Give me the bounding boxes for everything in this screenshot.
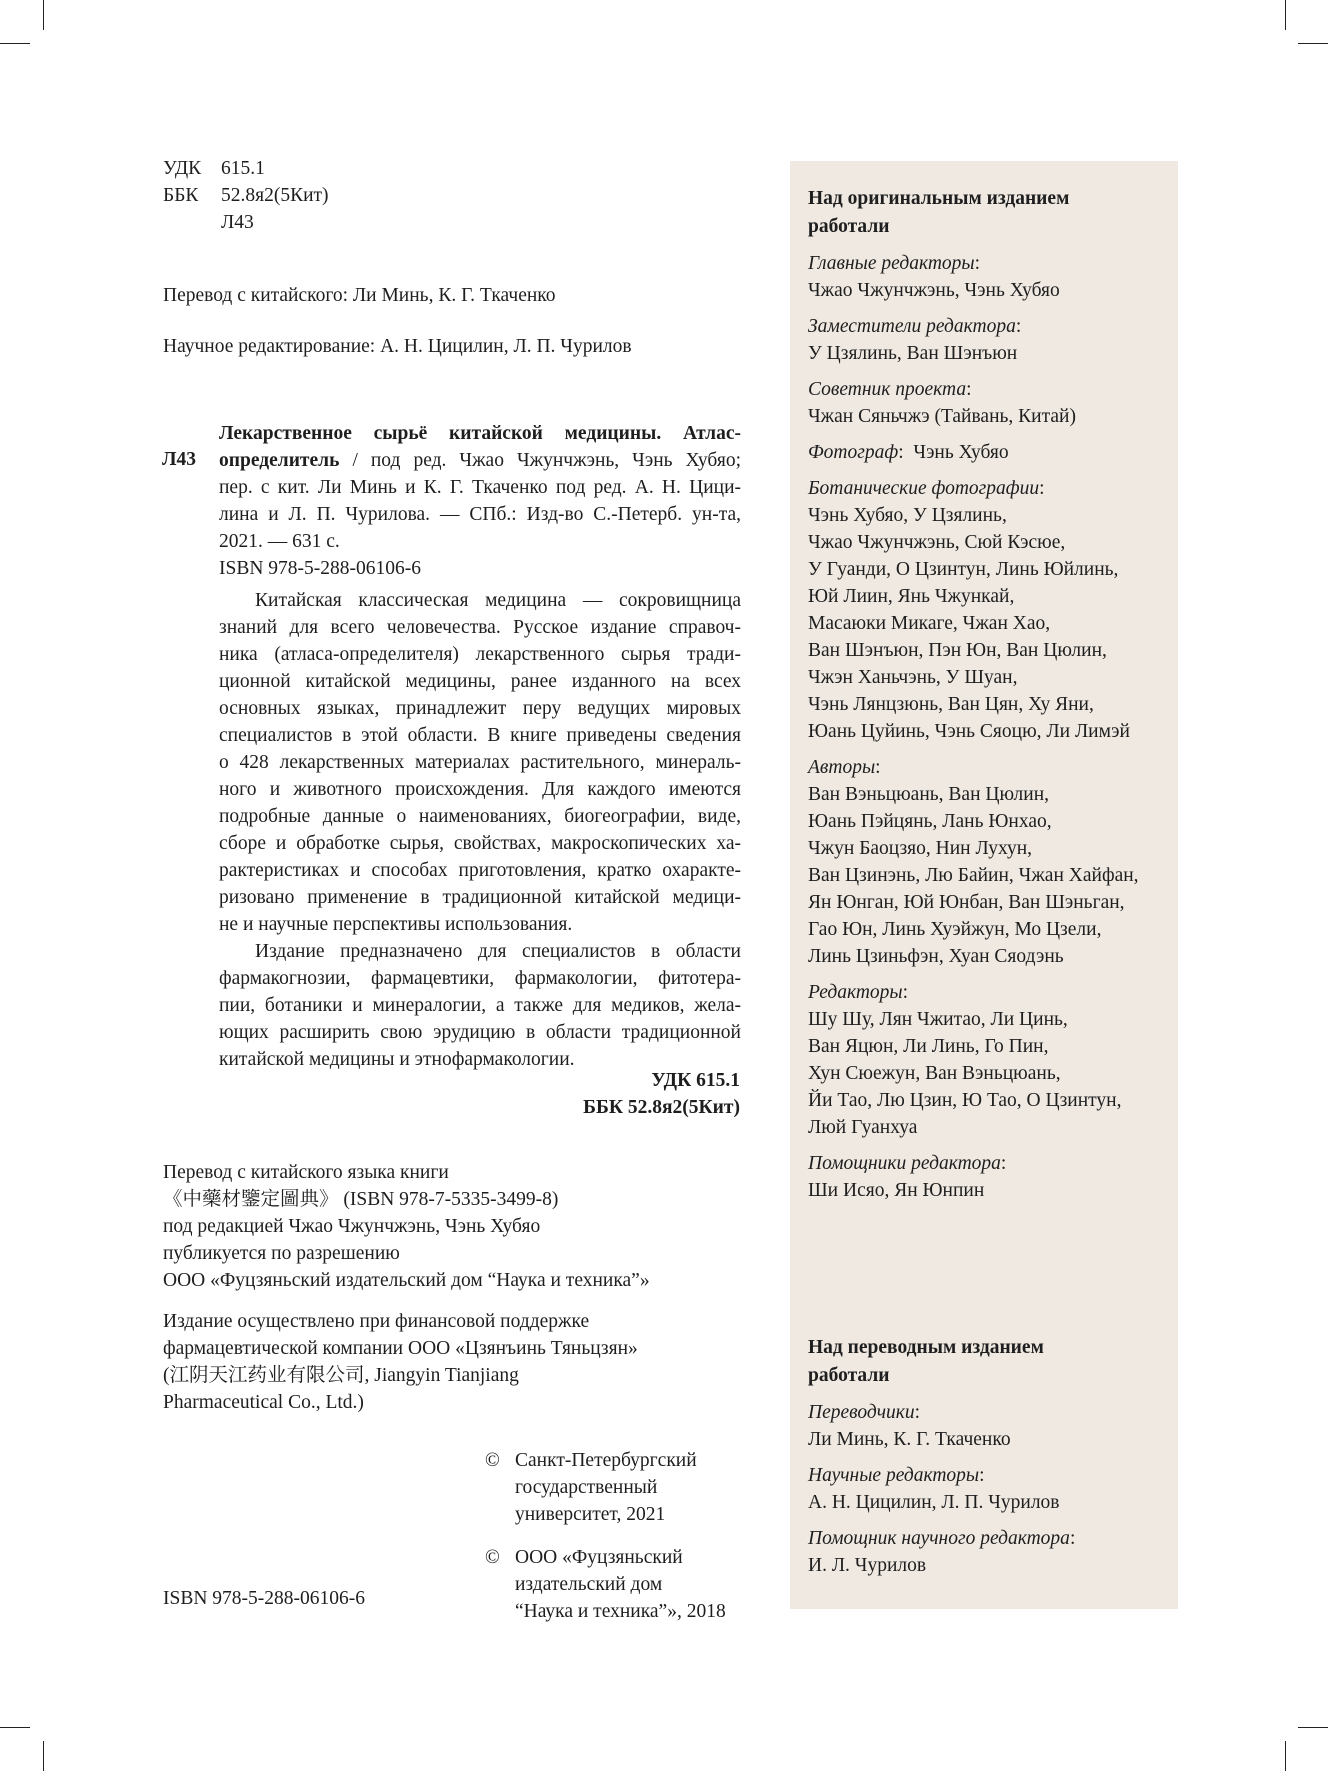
abstract-line: ющих расширить свою эрудицию в области традиционной	[219, 1022, 741, 1043]
scientific-editing-line: Научное редактирование: А. Н. Цицилин, Л. П. Чурилов	[163, 336, 632, 357]
crop-mark	[43, 0, 44, 30]
entry-author-mark: Л43	[162, 449, 197, 470]
funding-line: (江阴天江药业有限公司, Jiangyin Tianjiang	[163, 1365, 519, 1386]
credit-group-deputy-editors: Заместители редактора: У Цзялинь, Ван Шэнъюн	[808, 316, 1022, 364]
abstract-line: сборе и обработке сырья, свойствах, макроскопических ха-	[219, 833, 741, 854]
abstract-line: не и научные перспективы использования.	[219, 914, 573, 935]
translation-credit-line: Перевод с китайского: Ли Минь, К. Г. Ткаченко	[163, 285, 556, 306]
credit-group-authors: Авторы: Ван Вэньцюань, Ван Цюлин, Юань Пэйцянь, Лань Юнхао, Чжун Баоцзяо, Нин Лухун, Ван Цзинэнь, Лю Байин, Чжан Хайфан, Ян Юнган, Юй Юнбан, Ван Шэньган, Гао Юн, Линь Хуэйжун, Мо Цзели, Линь Цзиньфэн, Хуан Сяодэнь	[808, 757, 1139, 967]
credit-group-editors: Редакторы: Шу Шу, Лян Чжитао, Ли Цинь, Ван Яцюн, Ли Линь, Го Пин, Хун Сюежун, Ван Вэньцюань, Йи Тао, Лю Цзин, Ю Тао, О Цзинтун, Люй Гуанхуа	[808, 982, 1122, 1138]
translation-edition-credits	[808, 1334, 1168, 1588]
abstract-line: подробные данные о наименованиях, биогеографии, виде,	[219, 806, 741, 827]
abstract-line: рактеристиках и способах приготовления, кратко охаракте-	[219, 860, 741, 881]
original-edition-line: 《中藥材鑒定圖典》 (ISBN 978-7-5335-3499-8)	[163, 1189, 559, 1210]
crop-mark	[0, 1727, 30, 1728]
abstract-line: пии, ботаники и минералогии, а также для медиков, жела-	[219, 995, 741, 1016]
abstract-line: ционной китайской медицины, ранее изданного на всех	[219, 671, 741, 692]
udk-code: УДК 615.1	[163, 158, 265, 179]
credit-group-editor-assistants: Помощники редактора: Ши Исяо, Ян Юнпин	[808, 1153, 1007, 1201]
udk-footer: УДК 615.1	[651, 1070, 740, 1091]
crop-mark	[1285, 1741, 1286, 1771]
copyright-symbol: ©	[485, 1547, 500, 1568]
crop-mark	[0, 43, 30, 44]
abstract	[219, 587, 741, 1073]
book-title-line-2: определитель / под ред. Чжао Чжунчжэнь, Чэнь Хубяо;	[219, 450, 741, 471]
abstract-line: основных языках, принадлежит перу ведущих мировых	[219, 698, 741, 719]
abstract-line: специалистов в этой области. В книге приведены сведения	[219, 725, 741, 746]
abstract-line: Издание предназначено для специалистов в области	[255, 941, 741, 962]
abstract-line: ризовано применение в традиционной китайской медици-	[219, 887, 741, 908]
abstract-line: фармакогнозии, фармацевтики, фармакологии, фитотера-	[219, 968, 741, 989]
book-title-line: Лекарственное сырьё китайской медицины. Атлас-	[219, 423, 741, 444]
funding-note	[163, 1308, 638, 1416]
credits-panel	[790, 161, 1178, 1609]
credit-group-photographer: Фотограф: Чэнь Хубяо	[808, 442, 1009, 463]
abstract-line: Китайская классическая медицина — сокровищница	[255, 590, 741, 611]
section-title: Над оригинальным изданием работали	[808, 188, 1070, 237]
isbn-line: ISBN 978-5-288-06106-6	[219, 558, 422, 579]
classification-footer	[583, 1067, 740, 1121]
copyright-block	[485, 1447, 726, 1641]
copyright-spbu: © Санкт-Петербургский государственный университет, 2021	[485, 1447, 726, 1528]
credit-group-project-advisor: Советник проекта: Чжан Сяньчжэ (Тайвань, Китай)	[808, 379, 1076, 427]
credit-group-scientific-editor-assistant: Помощник научного редактора: И. Л. Чурилов	[808, 1528, 1076, 1576]
bbk-code: ББК 52.8я2(5Кит)	[163, 185, 329, 206]
abstract-line: ного и животного происхождения. Для каждого имеются	[219, 779, 741, 800]
original-edition-line: Перевод с китайского языка книги	[163, 1162, 449, 1183]
credit-group-chief-editors: Главные редакторы: Чжао Чжунчжэнь, Чэнь Хубяо	[808, 253, 1060, 301]
original-edition-credits	[808, 185, 1168, 1213]
crop-mark	[1285, 0, 1286, 30]
copyright-symbol: ©	[485, 1450, 500, 1471]
original-edition-line: под редакцией Чжао Чжунчжэнь, Чэнь Хубяо	[163, 1216, 541, 1237]
bibliographic-line: пер. с кит. Ли Минь и К. Г. Ткаченко под ред. А. Н. Цици-	[219, 477, 741, 498]
bibliographic-line: лина и Л. П. Чурилова. — СПб.: Изд-во С.-Петерб. ун-та,	[219, 504, 741, 525]
abstract-line: ника (атласа-определителя) лекарственного сырья тради-	[219, 644, 741, 665]
original-edition-line: публикуется по разрешению	[163, 1243, 400, 1264]
isbn-footer: ISBN 978-5-288-06106-6	[163, 1588, 366, 1609]
credit-group-translators: Переводчики: Ли Минь, К. Г. Ткаченко	[808, 1402, 1011, 1450]
crop-mark	[43, 1741, 44, 1771]
credit-group-botanical-photos: Ботанические фотографии: Чэнь Хубяо, У Цзялинь, Чжао Чжунчжэнь, Сюй Кэсюе, У Гуанди, О Цзинтун, Линь Юйлинь, Юй Лиин, Янь Чжункай, Масаюки Микаге, Чжан Хао, Ван Шэнъюн, Пэн Юн, Ван Цюлин, Чжэн Ханьчэнь, У Шуан, Чэнь Лянцзюнь, Ван Цян, Ху Яни, Юань Цуйинь, Чэнь Сяоцю, Ли Лимэй	[808, 478, 1130, 742]
crop-mark	[1298, 1727, 1328, 1728]
abstract-line: о 428 лекарственных материалах растительного, минераль-	[219, 752, 741, 773]
bibliographic-line: 2021. — 631 с.	[219, 531, 340, 552]
section-title: Над переводным изданием работали	[808, 1337, 1044, 1386]
author-mark: Л43	[221, 212, 254, 233]
abstract-line: знаний для всего человечества. Русское издание справоч-	[219, 617, 741, 638]
bbk-footer: ББК 52.8я2(5Кит)	[583, 1097, 740, 1118]
funding-line: фармацевтической компании ООО «Цзянъинь Тяньцзян»	[163, 1338, 638, 1359]
classification-codes	[163, 155, 329, 236]
funding-line: Издание осуществлено при финансовой поддержке	[163, 1311, 590, 1332]
original-edition-info	[163, 1159, 650, 1294]
abstract-line: китайской медицины и этнофармакологии.	[219, 1049, 575, 1070]
original-edition-line: ООО «Фуцзяньский издательский дом “Наука и техника”»	[163, 1270, 650, 1291]
funding-line: Pharmaceutical Co., Ltd.)	[163, 1392, 364, 1413]
crop-mark	[1298, 43, 1328, 44]
copyright-fujian: © ООО «Фуцзяньский издательский дом “Наука и техника”», 2018	[485, 1544, 726, 1625]
credit-group-scientific-editors: Научные редакторы: А. Н. Цицилин, Л. П. Чурилов	[808, 1465, 1060, 1513]
bibliographic-entry	[219, 420, 741, 582]
